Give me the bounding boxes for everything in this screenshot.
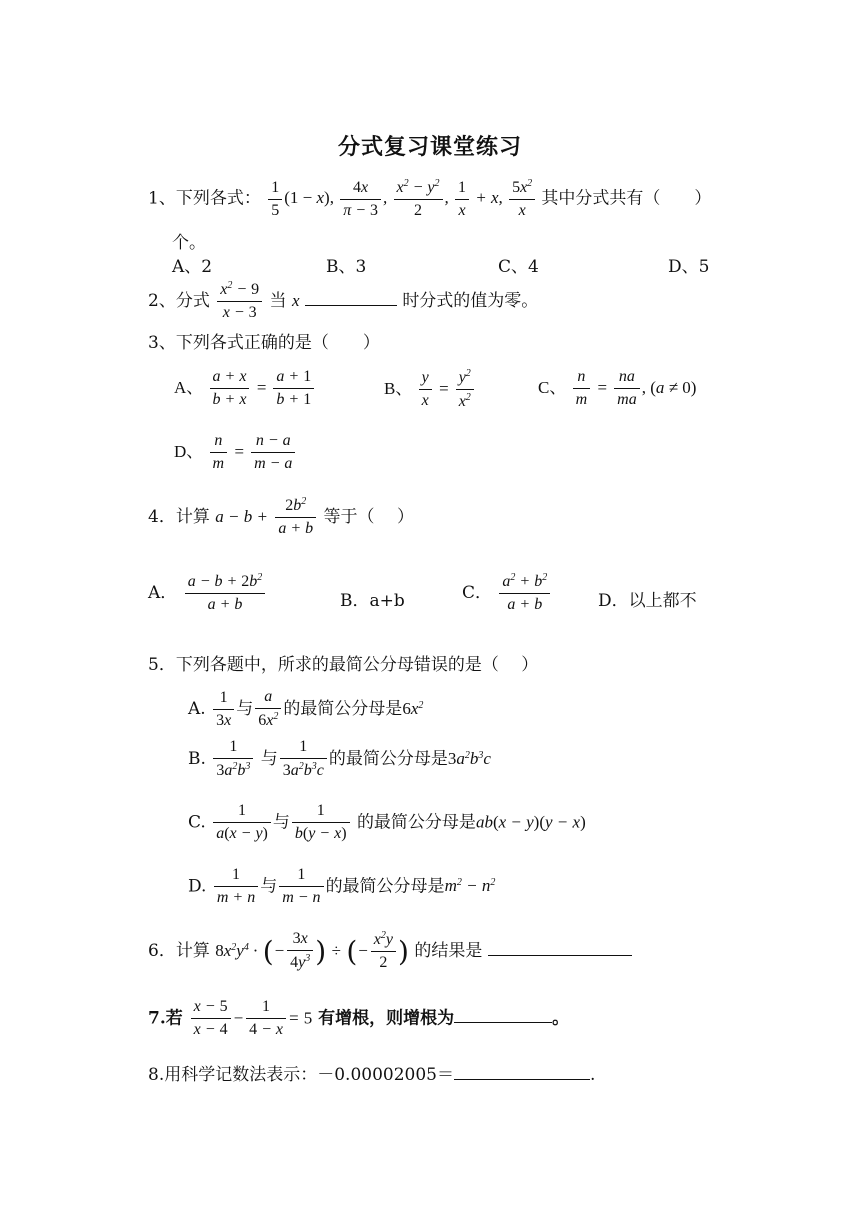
q8-answer-blank[interactable]: [454, 1078, 590, 1080]
question-8: 8.用科学记数法表示：－0.00002005＝ .: [148, 1065, 596, 1085]
q2-fraction: $\frac{x^2 - 9}{x - 3}$: [217, 280, 262, 323]
q1-option-a: A、2: [172, 257, 213, 277]
q1-tail2: 个。: [172, 233, 206, 253]
q5-option-b: B. $\frac{1}{3a^2b^3}$ 与 $\frac{1}{3a^2b^3c}$ 的最简公分母是$3a^2b^3c$: [188, 738, 491, 780]
question-1: [148, 178, 711, 221]
q4-option-b: B．a+b: [340, 591, 405, 611]
q7-lead: 7.若: [148, 1008, 183, 1029]
q3-option-c: C、 $\frac{n}{m}$ = $\frac{na}{ma}$ , (a ≠ 0): [538, 368, 697, 409]
q1-expressions: $\frac{1}{5}$ (1 − x), $\frac{4x}{\pi - 3}$ , $\frac{x^2 - y^2}{2}$ , $\frac{1}{x}$ + x, $\frac{5x^2}{x}$: [266, 188, 541, 207]
q4-option-a: A． $\frac{a - b + 2b^2}{a + b}$: [148, 572, 267, 615]
q3-lead: 3、下列各式正确的是（ ）: [148, 333, 380, 353]
q6-answer-blank[interactable]: [488, 954, 632, 956]
q3-option-b: B、 $\frac{y}{x}$ = $\frac{y^2}{x^2}$: [384, 368, 476, 412]
q2-answer-blank[interactable]: [305, 304, 397, 306]
q2-mid: 当: [269, 290, 287, 311]
q5-option-a: A. $\frac{1}{3x}$ 与 $\frac{a}{6x^2}$ 的最简公分母是$6x^2$: [188, 688, 424, 730]
q1-lead: 1、下列各式：: [148, 188, 261, 209]
q4-option-c: C． $\frac{a^2 + b^2}{a + b}$: [462, 572, 552, 615]
question-4: 4．计算 a − b + $\frac{2b^2}{a + b}$ 等于（ ）: [148, 496, 414, 538]
q3-option-d: D、 $\frac{n}{m}$ = $\frac{n - a}{m - a}$: [174, 432, 297, 474]
page-title: 分式复习课堂练习: [337, 134, 522, 160]
q4-tail: 等于（ ）: [323, 506, 414, 527]
q1-option-b: B、3: [326, 257, 367, 277]
q1-tail: 其中分式共有（ ）: [541, 188, 712, 209]
q8-text: 8.用科学记数法表示：－0.00002005＝: [148, 1065, 454, 1085]
q5-lead: 5．下列各题中，所求的最简公分母错误的是（ ）: [148, 655, 539, 675]
q5-option-d: D. $\frac{1}{m + n}$ 与 $\frac{1}{m - n}$ 的最简公分母是$m^2 - n^2$: [188, 866, 496, 907]
q2-lead: 2、分式: [148, 290, 210, 311]
q7-tail: 有增根，则增根为: [318, 1008, 455, 1029]
question-6: 6．计算 $8x^2y^4$ · (− $\frac{3x}{4y^3}$ ) ÷ (− $\frac{x^2y}{2}$ ) 的结果是: [148, 930, 632, 973]
q6-lead: 6．计算: [148, 940, 210, 961]
q2-after: 时分式的值为零。: [402, 290, 539, 311]
q3-option-a: A、 $\frac{a + x}{b + x}$ = $\frac{a + 1}{b + 1}$: [174, 368, 316, 410]
q1-option-c: C、4: [498, 257, 539, 277]
q7-answer-blank[interactable]: [454, 1021, 552, 1023]
q4-lead: 4．计算: [148, 506, 210, 527]
q1-option-d: D、5: [668, 257, 710, 277]
q5-option-c: C. $\frac{1}{a(x - y)}$ 与 $\frac{1}{b(y - x)}$ 的最简公分母是ab(x − y)(y − x): [188, 802, 586, 843]
q6-tail: 的结果是: [414, 940, 483, 961]
question-7: 7.若 $\frac{x - 5}{x - 4}$ − $\frac{1}{4 - x}$ = 5 有增根，则增根为 。: [148, 998, 570, 1039]
question-2: 2、分式 $\frac{x^2 - 9}{x - 3}$ 当 x 时分式的值为零。: [148, 280, 539, 322]
q4-option-d: D．以上都不: [598, 591, 697, 611]
